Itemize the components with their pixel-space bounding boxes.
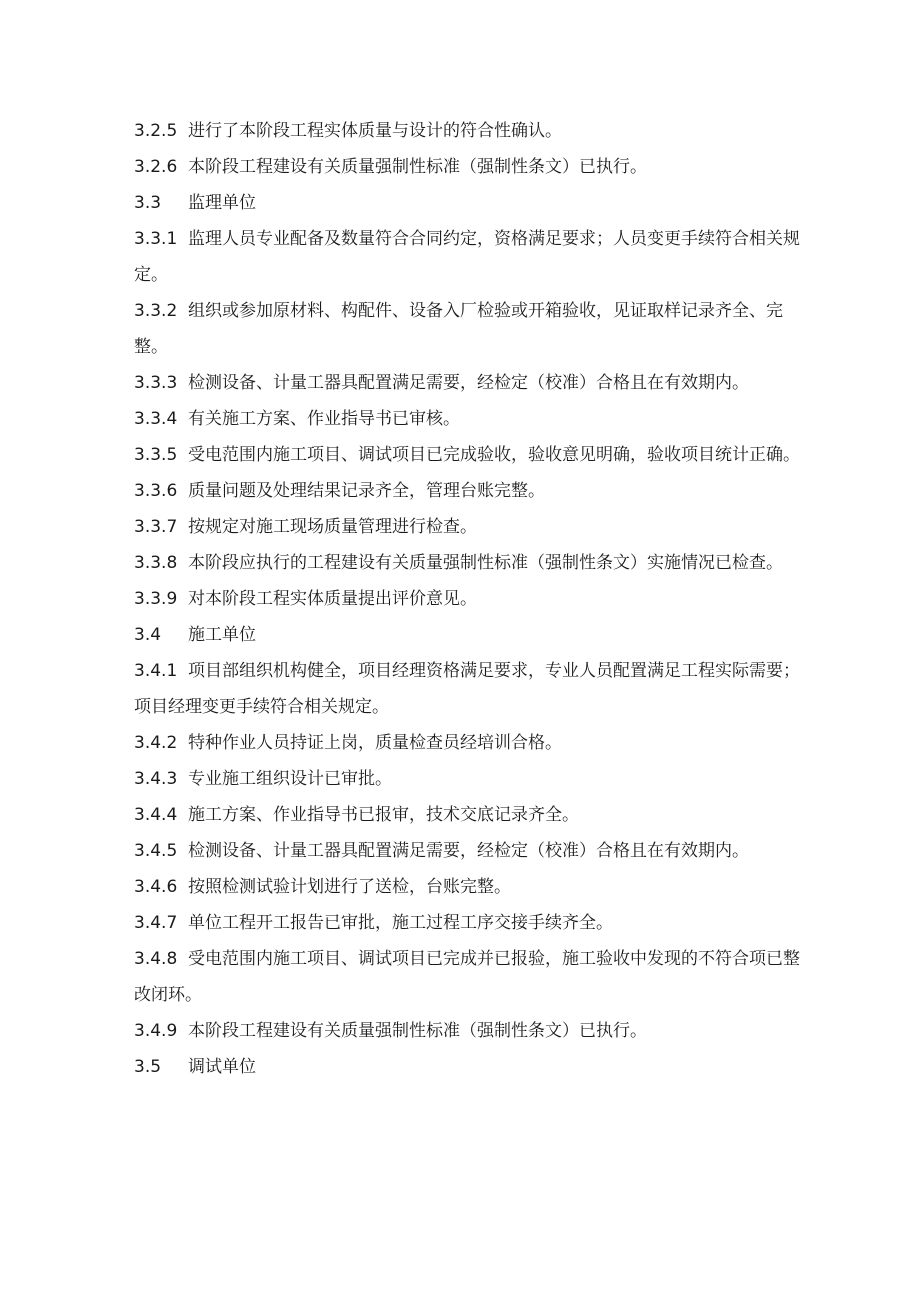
clause-text: 对本阶段工程实体质量提出评价意见。	[188, 589, 477, 609]
clause-text: 施工方案、作业指导书已报审，技术交底记录齐全。	[188, 805, 579, 825]
clause-number: 3.2.5	[134, 121, 178, 141]
clause-text: 质量问题及处理结果记录齐全，管理台账完整。	[188, 481, 545, 501]
section-3-4-heading	[134, 617, 802, 653]
clause-number: 3.3.5	[134, 445, 178, 465]
clause-text: 本阶段工程建设有关质量强制性标准（强制性条文）已执行。	[188, 157, 647, 177]
clause-3-4-6	[134, 869, 802, 905]
clause-3-4-4	[134, 797, 802, 833]
clause-text: 特种作业人员持证上岗，质量检查员经培训合格。	[188, 733, 562, 753]
clause-text: 本阶段应执行的工程建设有关质量强制性标准（强制性条文）实施情况已检查。	[188, 553, 783, 573]
clause-3-4-5	[134, 833, 802, 869]
clause-number: 3.3.1	[134, 229, 178, 249]
clause-text: 检测设备、计量工器具配置满足需要，经检定（校准）合格且在有效期内。	[188, 841, 749, 861]
clause-number: 3.4.9	[134, 1021, 178, 1041]
clause-3-2-5	[134, 113, 802, 149]
clause-3-3-8	[134, 545, 802, 581]
clause-text: 专业施工组织设计已审批。	[188, 769, 392, 789]
clause-number: 3.4.6	[134, 877, 178, 897]
section-title: 监理单位	[188, 193, 256, 213]
clause-text: 受电范围内施工项目、调试项目已完成并已报验，施工验收中发现的不符合项已整改闭环。	[134, 949, 800, 1005]
clause-number: 3.4.5	[134, 841, 178, 861]
clause-3-4-3	[134, 761, 802, 797]
clause-number: 3.2.6	[134, 157, 178, 177]
clause-3-3-7	[134, 509, 802, 545]
clause-text: 进行了本阶段工程实体质量与设计的符合性确认。	[188, 121, 562, 141]
clause-3-4-2	[134, 725, 802, 761]
clause-3-3-1	[134, 221, 802, 293]
clause-number: 3.4.2	[134, 733, 178, 753]
clause-number: 3.3.8	[134, 553, 178, 573]
clause-number: 3.3.4	[134, 409, 178, 429]
section-number: 3.3	[134, 193, 162, 213]
clause-list	[134, 113, 802, 1085]
clause-3-4-1	[134, 653, 802, 725]
clause-text: 监理人员专业配备及数量符合合同约定，资格满足要求；人员变更手续符合相关规定。	[134, 229, 800, 285]
clause-3-3-6	[134, 473, 802, 509]
section-number: 3.5	[134, 1057, 162, 1077]
clause-3-3-5	[134, 437, 802, 473]
section-3-5-heading	[134, 1049, 802, 1085]
clause-text: 单位工程开工报告已审批，施工过程工序交接手续齐全。	[188, 913, 613, 933]
clause-3-3-9	[134, 581, 802, 617]
clause-number: 3.4.4	[134, 805, 178, 825]
clause-text: 按规定对施工现场质量管理进行检查。	[188, 517, 477, 537]
clause-number: 3.3.6	[134, 481, 178, 501]
clause-3-2-6	[134, 149, 802, 185]
clause-text: 本阶段工程建设有关质量强制性标准（强制性条文）已执行。	[188, 1021, 647, 1041]
clause-3-4-8	[134, 941, 802, 1013]
clause-text: 检测设备、计量工器具配置满足需要，经检定（校准）合格且在有效期内。	[188, 373, 749, 393]
section-number: 3.4	[134, 625, 162, 645]
clause-3-4-9	[134, 1013, 802, 1049]
clause-3-3-2	[134, 293, 802, 365]
clause-text: 有关施工方案、作业指导书已审核。	[188, 409, 460, 429]
clause-text: 组织或参加原材料、构配件、设备入厂检验或开箱验收，见证取样记录齐全、完整。	[134, 301, 783, 357]
clause-number: 3.4.7	[134, 913, 178, 933]
clause-number: 3.3.2	[134, 301, 178, 321]
section-title: 施工单位	[188, 625, 256, 645]
clause-3-4-7	[134, 905, 802, 941]
clause-text: 受电范围内施工项目、调试项目已完成验收，验收意见明确，验收项目统计正确。	[188, 445, 800, 465]
clause-3-3-3	[134, 365, 802, 401]
clause-number: 3.4.1	[134, 661, 178, 681]
clause-number: 3.4.8	[134, 949, 178, 969]
section-title: 调试单位	[188, 1057, 256, 1077]
clause-3-3-4	[134, 401, 802, 437]
clause-number: 3.3.9	[134, 589, 178, 609]
clause-number: 3.4.3	[134, 769, 178, 789]
clause-text: 项目部组织机构健全，项目经理资格满足要求，专业人员配置满足工程实际需要；项目经理变更手续符合相关规定。	[134, 661, 800, 717]
clause-number: 3.3.3	[134, 373, 178, 393]
section-3-3-heading	[134, 185, 802, 221]
clause-number: 3.3.7	[134, 517, 178, 537]
clause-text: 按照检测试验计划进行了送检，台账完整。	[188, 877, 511, 897]
